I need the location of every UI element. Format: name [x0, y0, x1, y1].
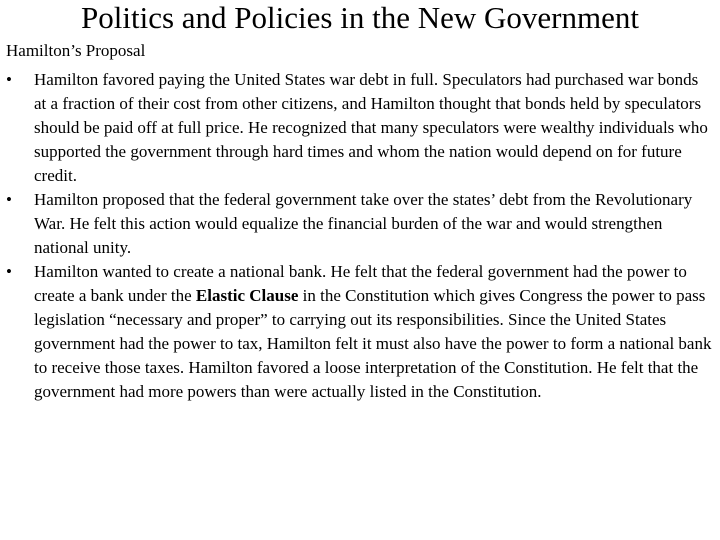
bullet-text: Hamilton proposed that the federal government take over the states’ debt from the Revolutionary War. He felt this action would equalize the financial burden of the war and would strengthen national unity.	[34, 190, 693, 257]
bullet-icon: •	[6, 190, 12, 209]
slide-title: Politics and Policies in the New Government	[81, 0, 639, 35]
bullet-icon: •	[6, 70, 12, 89]
bullet-icon: •	[6, 262, 12, 281]
bullet-item-state-debt	[6, 188, 712, 260]
bullet-text-after: in the Constitution which gives Congress the power to pass legislation “necessary and proper” to carrying out its responsibilities. Since the United States government had the power to tax, Hamilton felt it must also have the power to form a national bank to receive those taxes. Hamilton favored a loose interpretation of the Constitution. He felt that the government had more powers than were actually listed in the Constitution.	[34, 286, 712, 401]
bullet-text: Hamilton favored paying the United States war debt in full. Speculators had purchased war bonds at a fraction of their cost from other citizens, and Hamilton thought that bonds held by speculators should be paid off at full price. He recognized that many speculators were wealthy individuals who supported the government through hard times and whom the nation would depend on for future credit.	[34, 70, 708, 185]
bullet-list	[6, 68, 712, 404]
bullet-text-before: Hamilton wanted to create a national bank. He felt that the federal government had the power to create a bank under the	[34, 262, 687, 305]
bullet-item-national-bank	[6, 260, 712, 404]
section-subtitle: Hamilton’s Proposal	[6, 41, 146, 60]
bullet-item-debt-payment	[6, 68, 712, 188]
elastic-clause-term: Elastic Clause	[195, 286, 299, 305]
